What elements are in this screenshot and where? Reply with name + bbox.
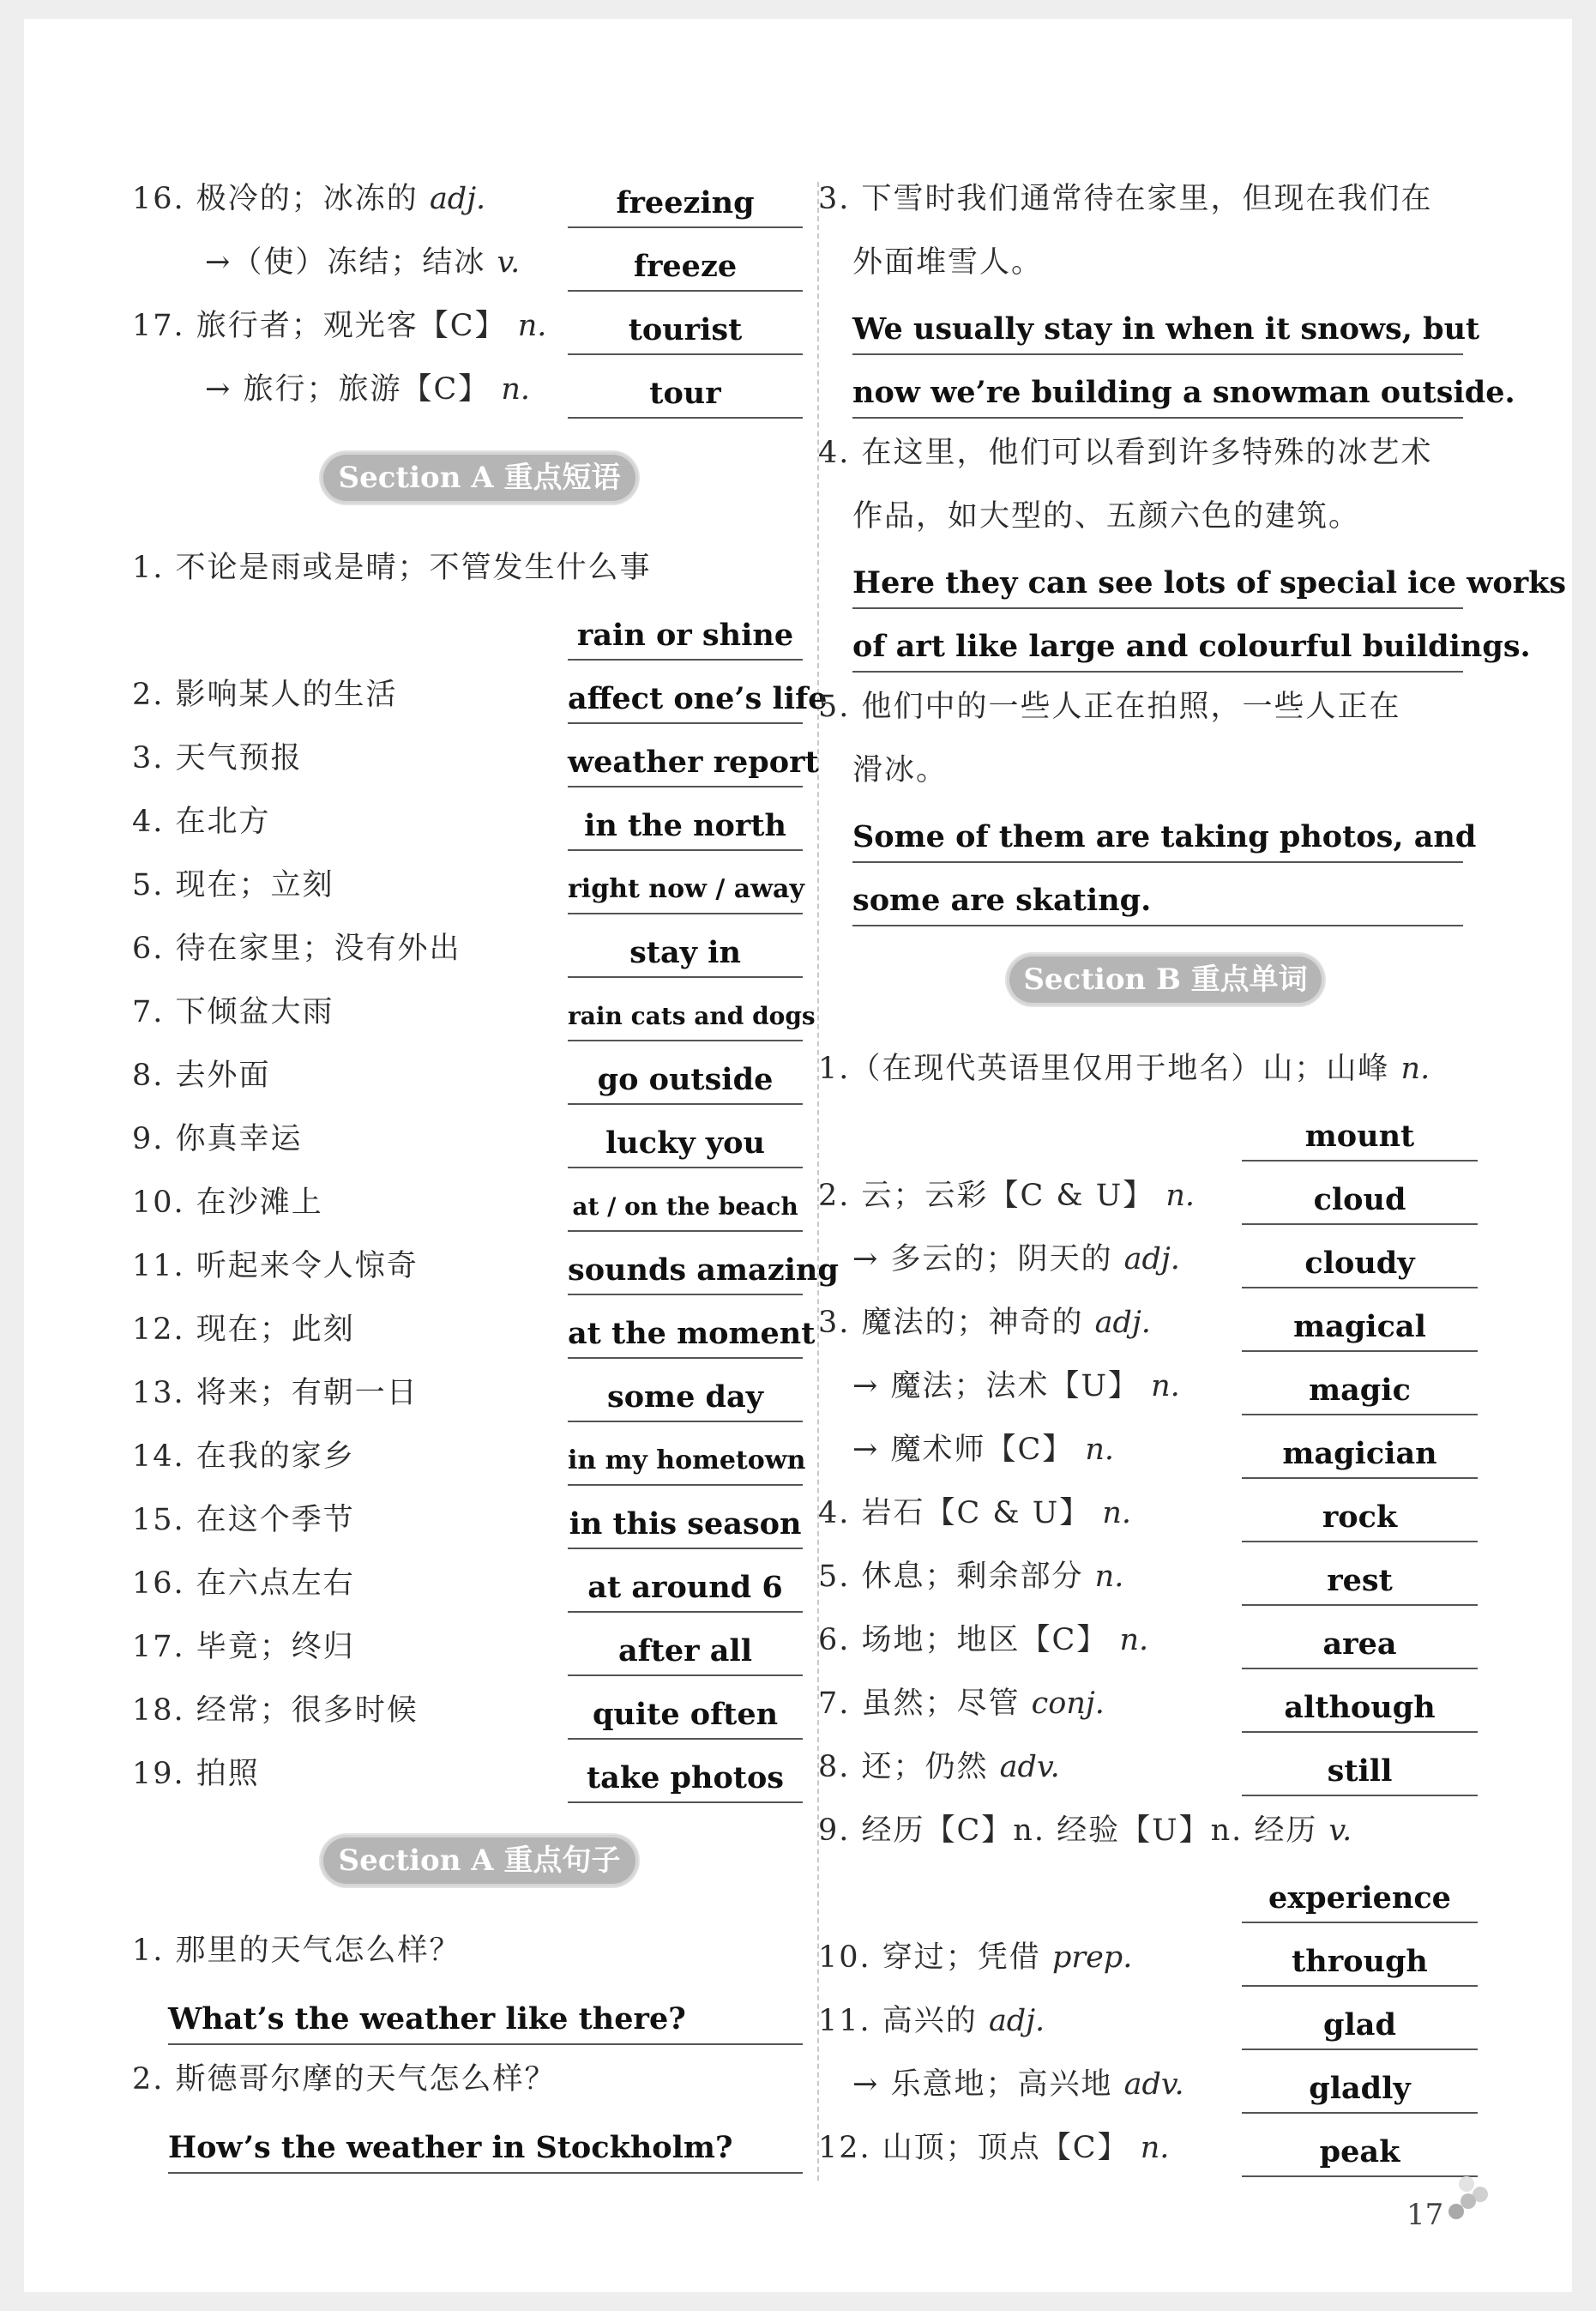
phrase-row (132, 1740, 803, 1803)
answer-blank: in my hometown (568, 1441, 803, 1486)
answer-blank: experience (1242, 1879, 1478, 1923)
vocab-row (132, 292, 803, 355)
answer-blank: through (1242, 1942, 1478, 1987)
sentence-row (132, 1916, 803, 1980)
section-heading: Section A 重点短语 (321, 452, 638, 504)
question-text: 8. 去外面 (132, 1059, 271, 1093)
answer-blank: cloudy (1242, 1244, 1478, 1288)
part-of-speech: adj. (1094, 1306, 1151, 1340)
workbook-page (24, 19, 1572, 2292)
vocab-row (818, 1098, 1494, 1162)
answer-blank: peak (1242, 2133, 1478, 2177)
answer-blank: rain or shine (568, 616, 803, 661)
question-text: 18. 经常；很多时候 (132, 1693, 419, 1728)
question-text: 5. 休息；剩余部分 (818, 1560, 1084, 1594)
vocab-row (132, 355, 803, 419)
sentence-row (818, 165, 1494, 228)
question-text: 2. 影响某人的生活 (132, 678, 398, 712)
question-text: 17. 毕竟；终归 (132, 1630, 355, 1664)
answer-blank: area (1242, 1625, 1478, 1669)
phrase-row (132, 724, 819, 787)
answer-blank: in this season (568, 1505, 803, 1549)
part-of-speech: n. (1094, 1560, 1124, 1594)
sentence-row (818, 355, 1515, 419)
vocab-row (132, 165, 803, 228)
vocab-row (818, 1162, 1494, 1225)
phrase-row (132, 1041, 803, 1105)
question-text: 1. 那里的天气怎么样？ (132, 1934, 461, 1968)
answer-sentence: We usually stay in when it snows, but (852, 309, 1463, 355)
vocab-row (818, 1860, 1494, 1923)
answer-blank: mount (1242, 1117, 1478, 1162)
question-text: → 多云的；阴天的 (852, 1242, 1113, 1276)
vocab-row (818, 1542, 1494, 1606)
answer-blank: weather report (568, 743, 803, 787)
question-text: →（使）冻结；结冰 (205, 245, 486, 280)
answer-blank: freeze (568, 247, 803, 292)
question-text: 9. 你真幸运 (132, 1122, 303, 1156)
answer-sentence: some are skating. (852, 880, 1463, 926)
answer-blank: stay in (568, 933, 803, 978)
part-of-speech: n. (501, 372, 531, 407)
answer-sentence: Here they can see lots of special ice works (852, 563, 1463, 609)
phrase-row (132, 1422, 806, 1486)
question-text: 10. 穿过；凭借 (818, 1940, 1041, 1975)
phrase-row (132, 1168, 803, 1232)
part-of-speech: n. (1165, 1179, 1195, 1213)
question-text: → 乐意地；高兴地 (852, 2067, 1113, 2102)
part-of-speech: n. (1102, 1496, 1132, 1530)
question-text: 17. 旅行者；观光客【C】 (132, 309, 507, 343)
answer-blank: at the moment (568, 1314, 803, 1359)
question-text: 5. 他们中的一些人正在拍照，一些人正在 (818, 690, 1401, 724)
question-text: 16. 在六点左右 (132, 1566, 355, 1601)
question-text: → 魔法；法术【U】 (852, 1369, 1140, 1403)
answer-blank: in the north (568, 806, 803, 851)
phrase-row (132, 787, 803, 851)
vocab-row (818, 1288, 1494, 1352)
phrase-row (132, 534, 803, 597)
question-text: 2. 斯德哥尔摩的天气怎么样？ (132, 2062, 557, 2097)
phrase-row (132, 978, 816, 1041)
question-text: → 魔术师【C】 (852, 1433, 1075, 1467)
answer-sentence: now we’re building a snowman outside. (852, 372, 1463, 419)
part-of-speech: v. (1328, 1813, 1352, 1848)
sentence-row (818, 228, 1494, 292)
answer-blank: right now / away (568, 870, 803, 914)
phrase-row (132, 1549, 803, 1613)
part-of-speech: adv. (999, 1750, 1060, 1784)
answer-blank: take photos (568, 1759, 803, 1803)
answer-blank: although (1242, 1688, 1478, 1733)
vocab-row (818, 1415, 1494, 1479)
vocab-row (818, 1606, 1494, 1669)
sentence-row (132, 2110, 803, 2174)
answer-blank: magician (1242, 1434, 1478, 1479)
answer-blank: freezing (568, 184, 803, 228)
vocab-row (818, 1225, 1494, 1288)
vocab-row (818, 1987, 1494, 2050)
vocab-row (818, 1035, 1494, 1098)
sentence-row (818, 736, 1494, 799)
part-of-speech: n. (517, 309, 547, 343)
question-text: 7. 虽然；尽管 (818, 1686, 1021, 1721)
sentence-row (818, 863, 1494, 926)
question-text: 11. 高兴的 (818, 2004, 978, 2038)
answer-blank: sounds amazing (568, 1251, 803, 1295)
phrase-row (132, 661, 828, 724)
question-text: 6. 待在家里；没有外出 (132, 932, 461, 966)
question-text: 3. 下雪时我们通常待在家里，但现在我们在 (818, 182, 1433, 216)
question-text: 1.（在现代英语里仅用于地名）山；山峰 (818, 1052, 1390, 1086)
sentence-row (818, 609, 1531, 673)
sentence-row (132, 2045, 803, 2109)
answer-blank: magic (1242, 1371, 1478, 1415)
question-text: 4. 岩石【C & U】 (818, 1496, 1092, 1530)
part-of-speech: adv. (1123, 2067, 1184, 2102)
question-text: 5. 现在；立刻 (132, 868, 334, 902)
part-of-speech: n. (1140, 2131, 1170, 2165)
part-of-speech: adj. (429, 182, 486, 216)
vocab-row (818, 1479, 1494, 1542)
question-text: 4. 在北方 (132, 805, 271, 839)
question-text: 13. 将来；有朝一日 (132, 1376, 419, 1410)
phrase-row (132, 1359, 803, 1422)
question-text: 3. 魔法的；神奇的 (818, 1306, 1084, 1340)
answer-blank: affect one’s life (568, 679, 803, 724)
question-text: 2. 云；云彩【C & U】 (818, 1179, 1155, 1213)
question-text: 10. 在沙滩上 (132, 1186, 323, 1220)
part-of-speech: adj. (988, 2004, 1045, 2038)
phrase-row (132, 1613, 803, 1676)
question-text: 11. 听起来令人惊奇 (132, 1249, 419, 1283)
vocab-row (818, 1733, 1494, 1796)
vocab-row (818, 2114, 1494, 2177)
question-text: 8. 还；仍然 (818, 1750, 989, 1784)
answer-sentence: What’s the weather like there? (168, 1999, 803, 2045)
question-text: 12. 山顶；顶点【C】 (818, 2131, 1129, 2165)
answer-blank: at / on the beach (568, 1187, 803, 1232)
sentence-row (818, 799, 1494, 863)
question-text: 外面堆雪人。 (852, 245, 1044, 280)
question-text: 滑冰。 (852, 753, 949, 787)
phrase-row (132, 1295, 816, 1359)
answer-blank: cloud (1242, 1180, 1478, 1225)
question-text: 19. 拍照 (132, 1757, 260, 1791)
answer-blank: lucky you (568, 1124, 803, 1168)
answer-blank: glad (1242, 2006, 1478, 2050)
phrase-row (132, 1486, 803, 1549)
part-of-speech: prep. (1051, 1940, 1133, 1975)
part-of-speech: n. (1085, 1433, 1115, 1467)
sentence-row (818, 673, 1494, 736)
answer-blank: magical (1242, 1307, 1478, 1352)
section-heading: Section A 重点句子 (321, 1835, 638, 1886)
question-text: 9. 经历【C】n. 经验【U】n. 经历 (818, 1813, 1318, 1848)
answer-blank: some day (568, 1378, 803, 1422)
answer-blank: after all (568, 1632, 803, 1676)
phrase-row (132, 1232, 839, 1295)
answer-blank: tourist (568, 311, 803, 355)
sentence-row (818, 482, 1494, 546)
answer-blank: rock (1242, 1498, 1478, 1542)
vocab-row (132, 228, 803, 292)
vocab-row (818, 1796, 1494, 1860)
phrase-row (132, 914, 803, 978)
question-text: 7. 下倾盆大雨 (132, 995, 334, 1029)
part-of-speech: n. (1151, 1369, 1180, 1403)
answer-blank: tour (568, 374, 803, 419)
question-text: 14. 在我的家乡 (132, 1439, 355, 1474)
phrase-row (132, 597, 803, 661)
phrase-row (132, 1105, 803, 1168)
part-of-speech: v. (497, 245, 521, 280)
phrase-row (132, 851, 803, 914)
sentence-row (818, 546, 1567, 609)
vocab-row (818, 1923, 1494, 1987)
part-of-speech: conj. (1031, 1686, 1105, 1721)
answer-blank: rest (1242, 1561, 1478, 1606)
question-text: 3. 天气预报 (132, 741, 303, 775)
answer-sentence: of art like large and colourful buildings. (852, 626, 1463, 673)
vocab-row (818, 2050, 1494, 2114)
question-text: 4. 在这里，他们可以看到许多特殊的冰艺术 (818, 436, 1433, 470)
page-number: 17 (1406, 2198, 1444, 2232)
sentence-row (818, 419, 1494, 482)
part-of-speech: adj. (1123, 1242, 1180, 1276)
sentence-row (818, 292, 1494, 355)
part-of-speech: n. (1119, 1623, 1149, 1657)
answer-blank: at around 6 (568, 1568, 803, 1613)
question-text: 15. 在这个季节 (132, 1503, 355, 1537)
question-text: 作品，如大型的、五颜六色的建筑。 (852, 499, 1361, 534)
vocab-row (818, 1669, 1494, 1733)
vocab-row (818, 1352, 1494, 1415)
answer-sentence: How’s the weather in Stockholm? (168, 2127, 803, 2174)
answer-blank: quite often (568, 1695, 803, 1740)
answer-blank: gladly (1242, 2069, 1478, 2114)
sentence-row (132, 1982, 803, 2045)
answer-blank: still (1242, 1752, 1478, 1796)
part-of-speech: n. (1400, 1052, 1430, 1086)
question-text: 6. 场地；地区【C】 (818, 1623, 1109, 1657)
question-text: 16. 极冷的；冰冻的 (132, 182, 419, 216)
phrase-row (132, 1676, 803, 1740)
question-text: 1. 不论是雨或是晴；不管发生什么事 (132, 551, 652, 585)
answer-sentence: Some of them are taking photos, and (852, 817, 1463, 863)
answer-blank: rain cats and dogs (568, 997, 803, 1041)
answer-blank: go outside (568, 1060, 803, 1105)
section-heading: Section B 重点单词 (1007, 954, 1324, 1005)
question-text: → 旅行；旅游【C】 (205, 372, 491, 407)
question-text: 12. 现在；此刻 (132, 1312, 355, 1347)
